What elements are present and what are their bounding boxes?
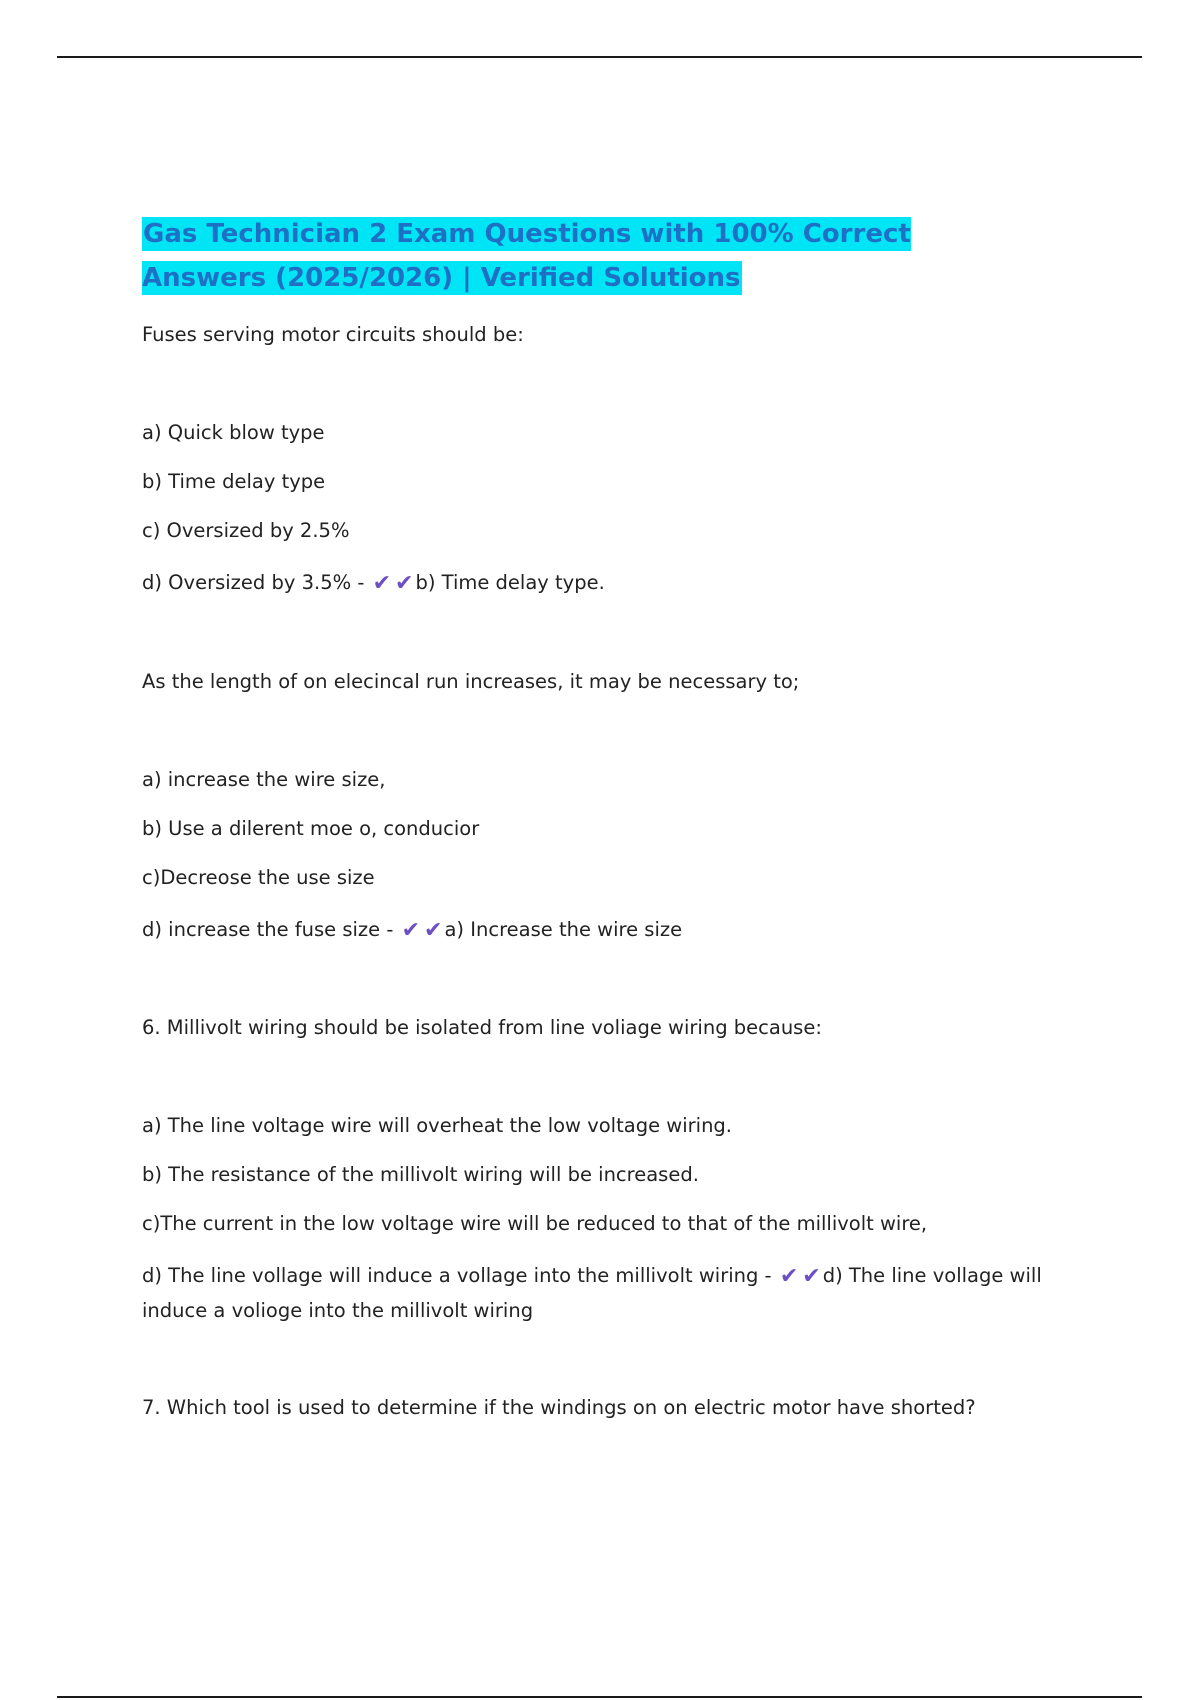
question-3-option-c: c)The current in the low voltage wire will be reduced to that of the millivolt wire, [142, 1212, 928, 1235]
question-1-answer: b) Time delay type. [415, 571, 605, 594]
question-2-text: As the length of on elecincal run increases, it may be necessary to; [142, 670, 800, 693]
question-2-answer: a) Increase the wire size [444, 918, 683, 941]
question-4-text: 7. Which tool is used to determine if the windings on on electric motor have shorted? [142, 1396, 976, 1419]
question-1-option-d-with-answer [142, 570, 605, 597]
question-3-option-b: b) The resistance of the millivolt wiring will be increased. [142, 1163, 699, 1186]
question-3-option-d-with-answer [142, 1259, 1042, 1328]
checkmark-icon: ✔ [395, 571, 414, 596]
footer-rule [57, 1696, 1142, 1698]
question-2-option-c: c)Decreose the use size [142, 866, 375, 889]
question-1-text: Fuses serving motor circuits should be: [142, 323, 524, 346]
question-3-answer: d) The line vollage will induce a volioge into the millivolt wiring [142, 1264, 1042, 1322]
question-2-option-a: a) increase the wire size, [142, 768, 386, 791]
checkmark-icon: ✔ [424, 918, 443, 943]
header-rule [57, 56, 1142, 58]
question-3-option-a: a) The line voltage wire will overheat the low voltage wiring. [142, 1114, 732, 1137]
question-1-option-c: c) Oversized by 2.5% [142, 519, 350, 542]
checkmark-icon: ✔ [372, 571, 392, 596]
question-2-option-b: b) Use a dilerent moe o, conducior [142, 817, 480, 840]
checkmark-icon: ✔ [802, 1264, 821, 1289]
question-2-option-d-with-answer [142, 917, 682, 944]
question-2-option-d: d) increase the fuse size - [142, 918, 394, 941]
question-3-text: 6. Millivolt wiring should be isolated from line voliage wiring because: [142, 1016, 822, 1039]
question-3-option-d: d) The line vollage will induce a vollage into the millivolt wiring - [142, 1264, 772, 1287]
question-1-option-d: d) Oversized by 3.5% - [142, 571, 365, 594]
document-title: Gas Technician 2 Exam Questions with 100% Correct Answers (2025/2026) | Verified Solutions [142, 219, 911, 293]
question-1-option-b: b) Time delay type [142, 470, 326, 493]
checkmark-icon: ✔ [779, 1264, 799, 1289]
question-1-option-a: a) Quick blow type [142, 421, 325, 444]
checkmark-icon: ✔ [401, 918, 421, 943]
